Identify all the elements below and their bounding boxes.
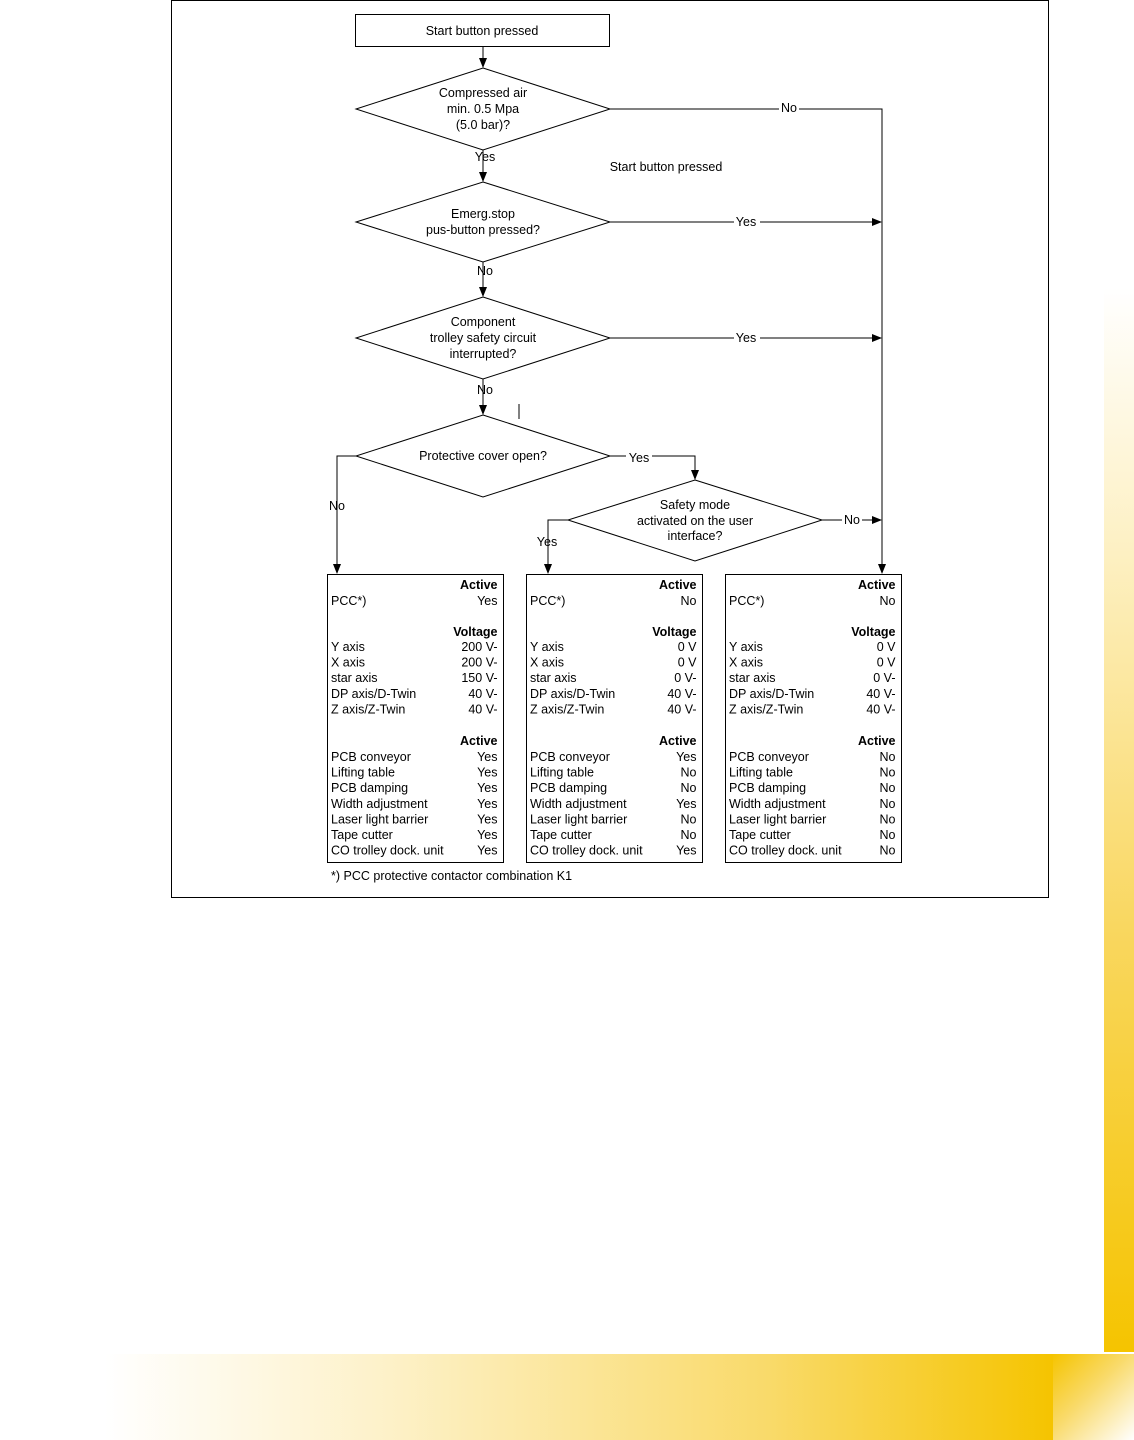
component-row-value: No	[879, 796, 896, 811]
decision-label-line: Component	[450, 315, 516, 329]
voltage-row-value: 40 V-	[468, 702, 498, 717]
component-row-value: Yes	[477, 843, 498, 858]
pcc-value: No	[680, 594, 697, 608]
voltage-row-label: X axis	[729, 655, 764, 670]
pcc-label: PCC*)	[729, 594, 765, 608]
label-estop-yes: Yes	[735, 215, 757, 229]
component-row-value: Yes	[477, 781, 498, 796]
component-row-label: Lifting table	[530, 765, 594, 780]
component-row-label: Lifting table	[729, 765, 793, 780]
active-header: Active	[658, 578, 697, 592]
label-cover-yes: Yes	[628, 451, 650, 465]
active-header: Active	[857, 578, 896, 592]
voltage-row-label: star axis	[331, 671, 378, 686]
active-header: Active	[857, 734, 896, 748]
component-row-label: Laser light barrier	[331, 812, 429, 827]
decision-label-line: Compressed air	[438, 86, 528, 100]
voltage-row-label: star axis	[729, 671, 776, 686]
component-row-value: No	[680, 828, 697, 842]
component-row-label: Laser light barrier	[729, 812, 827, 827]
decision-label-line: interface?	[667, 529, 723, 543]
component-row-value: No	[680, 765, 697, 780]
footnote: *) PCC protective contactor combination K1	[331, 869, 573, 883]
label-air-yes: Yes	[474, 150, 496, 164]
free-label: Start button pressed	[609, 160, 723, 174]
component-row-value: No	[879, 843, 896, 858]
component-row-value: Yes	[477, 796, 498, 811]
voltage-row-value: 200 V-	[461, 655, 498, 670]
voltage-row-value: 0 V	[876, 655, 896, 670]
component-row-label: Width adjustment	[729, 796, 826, 811]
component-row-value: Yes	[477, 828, 498, 842]
component-row-label: Tape cutter	[331, 828, 393, 842]
decision-emergency-stop	[356, 182, 610, 262]
component-row-value: No	[680, 781, 697, 796]
pcc-label: PCC*)	[530, 594, 566, 608]
voltage-row-label: Z axis/Z-Twin	[331, 702, 406, 717]
active-header: Active	[459, 734, 498, 748]
active-header: Active	[459, 578, 498, 592]
pcc-value: No	[879, 594, 896, 608]
label-trolley-no: No	[477, 383, 493, 397]
decision-label-line: trolley safety circuit	[429, 331, 537, 345]
component-row-label: Width adjustment	[530, 796, 627, 811]
voltage-row-label: DP axis/D-Twin	[729, 686, 815, 701]
voltage-row-label: Z axis/Z-Twin	[729, 702, 804, 717]
voltage-row-label: Y axis	[530, 640, 564, 654]
voltage-row-value: 0 V-	[674, 671, 697, 686]
voltage-row-value: 0 V	[677, 655, 697, 670]
voltage-row-value: 40 V-	[866, 702, 896, 717]
decision-label-line: (5.0 bar)?	[455, 118, 511, 132]
component-row-label: PCB conveyor	[729, 750, 809, 764]
result-table	[726, 575, 902, 863]
voltage-header: Voltage	[851, 625, 896, 639]
component-row-label: PCB damping	[530, 781, 608, 796]
voltage-row-label: star axis	[530, 671, 577, 686]
component-row-value: No	[879, 828, 896, 842]
result-tables	[328, 575, 902, 863]
active-header: Active	[658, 734, 697, 748]
component-row-value: No	[879, 765, 896, 780]
voltage-row-label: DP axis/D-Twin	[331, 686, 417, 701]
component-row-value: Yes	[676, 750, 697, 764]
decision-label-line: pus-button pressed?	[426, 223, 540, 237]
voltage-row-value: 0 V	[677, 640, 697, 654]
label-trolley-yes: Yes	[735, 331, 757, 345]
decision-safety-mode	[568, 480, 822, 561]
component-row-label: PCB damping	[331, 781, 409, 796]
voltage-header: Voltage	[652, 625, 697, 639]
voltage-row-value: 40 V-	[866, 686, 896, 701]
component-row-value: No	[879, 750, 896, 764]
decision-trolley-circuit	[356, 297, 610, 379]
start-node-label: Start button pressed	[425, 24, 539, 38]
label-air-no: No	[781, 101, 797, 115]
decision-protective-cover	[356, 415, 610, 497]
component-row-value: Yes	[676, 796, 697, 811]
component-row-label: Lifting table	[331, 765, 395, 780]
component-row-label: CO trolley dock. unit	[331, 843, 444, 858]
voltage-row-value: 0 V-	[873, 671, 896, 686]
result-table	[328, 575, 504, 863]
voltage-row-label: X axis	[331, 655, 366, 670]
voltage-row-value: 40 V-	[667, 686, 697, 701]
pcc-label: PCC*)	[331, 594, 367, 608]
component-row-value: Yes	[477, 765, 498, 780]
voltage-row-value: 150 V-	[461, 671, 498, 686]
component-row-label: PCB conveyor	[331, 750, 411, 764]
decision-compressed-air	[356, 68, 610, 150]
component-row-value: Yes	[477, 750, 498, 764]
component-row-value: No	[879, 812, 896, 827]
voltage-row-label: Z axis/Z-Twin	[530, 702, 605, 717]
component-row-value: No	[879, 781, 896, 796]
component-row-label: Tape cutter	[530, 828, 592, 842]
pcc-value: Yes	[477, 594, 498, 608]
component-row-label: CO trolley dock. unit	[729, 843, 842, 858]
component-row-label: PCB damping	[729, 781, 807, 796]
component-row-value: Yes	[676, 843, 697, 858]
voltage-header: Voltage	[453, 625, 498, 639]
decision-label-line: Safety mode	[659, 498, 731, 512]
result-table	[527, 575, 703, 863]
voltage-row-label: Y axis	[331, 640, 365, 654]
voltage-row-value: 40 V-	[667, 702, 697, 717]
edge-cover-no	[337, 456, 356, 573]
component-row-label: Tape cutter	[729, 828, 791, 842]
voltage-row-value: 40 V-	[468, 686, 498, 701]
decision-label-line: min. 0.5 Mpa	[446, 102, 520, 116]
label-estop-no: No	[477, 264, 493, 278]
decision-label-line: activated on the user	[636, 514, 754, 528]
edge-cover-yes	[610, 456, 695, 479]
component-row-label: Width adjustment	[331, 796, 428, 811]
label-cover-no: No	[329, 499, 345, 513]
decision-label-line: Protective cover open?	[419, 449, 547, 463]
component-row-label: PCB conveyor	[530, 750, 610, 764]
component-row-label: Laser light barrier	[530, 812, 628, 827]
label-safety-yes: Yes	[536, 535, 558, 549]
voltage-row-label: DP axis/D-Twin	[530, 686, 616, 701]
component-row-value: No	[680, 812, 697, 827]
component-row-value: Yes	[477, 812, 498, 827]
voltage-row-value: 0 V	[876, 640, 896, 654]
decision-label-line: Emerg.stop	[451, 207, 515, 221]
label-safety-no: No	[844, 513, 860, 527]
voltage-row-label: X axis	[530, 655, 565, 670]
component-row-label: CO trolley dock. unit	[530, 843, 643, 858]
decision-label-line: interrupted?	[449, 347, 517, 361]
voltage-row-value: 200 V-	[461, 640, 498, 654]
start-node	[356, 15, 610, 47]
voltage-row-label: Y axis	[729, 640, 763, 654]
